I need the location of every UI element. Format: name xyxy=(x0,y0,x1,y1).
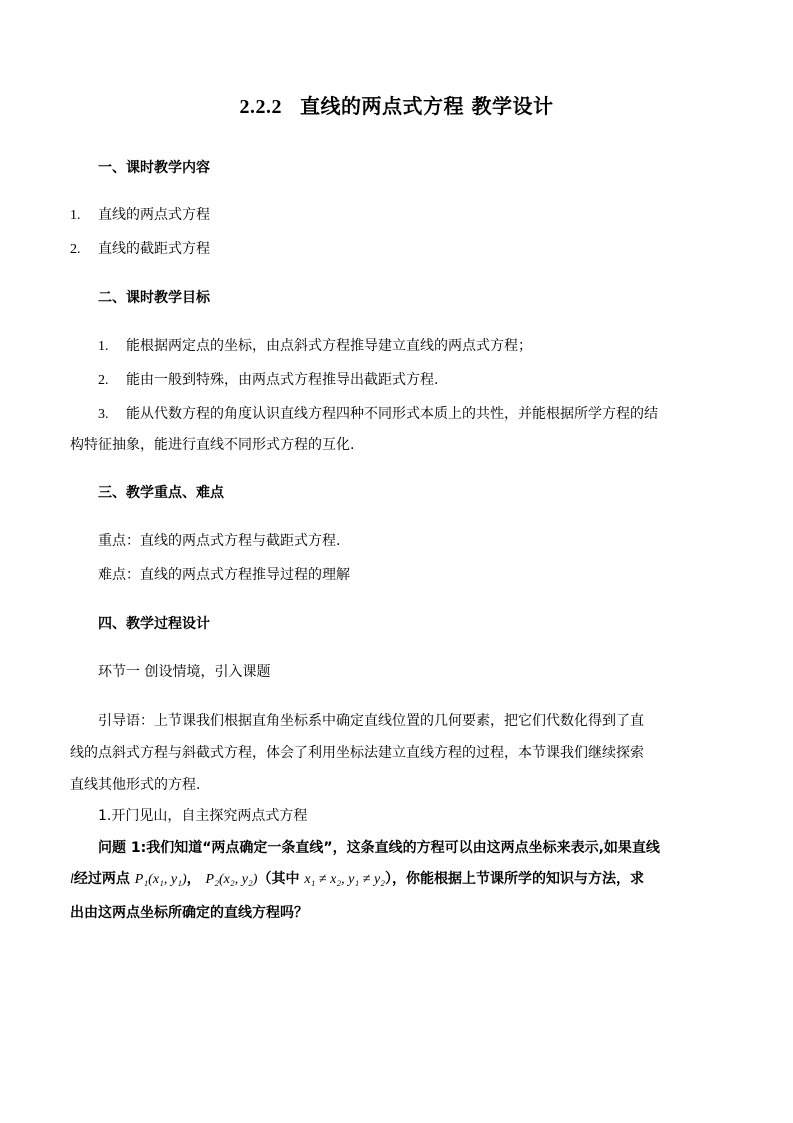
question-separator: ， xyxy=(186,871,201,887)
goal-item-3 xyxy=(98,403,658,423)
section-4-heading: 四、教学过程设计 xyxy=(98,616,210,632)
content-item-1-number: 1. xyxy=(70,208,81,223)
question-pass-text: 经过两点 xyxy=(73,871,130,887)
question-condition-close: ），你能根据上节课所学的知识与方法，求 xyxy=(385,871,645,887)
document-title xyxy=(0,90,793,119)
question-1-line-3: 出由这两点坐标所确定的直线方程吗？ xyxy=(70,905,308,921)
stage-1 xyxy=(98,661,270,681)
goal-item-1 xyxy=(98,335,532,355)
title-text: 直线的两点式方程 教学设计 xyxy=(300,94,554,118)
condition-expression: x₁ ≠ x₂, y₁ ≠ y₂ xyxy=(304,872,386,887)
goal-item-2 xyxy=(98,369,438,389)
section-1-heading: 一、课时教学内容 xyxy=(98,160,210,176)
intro-line-1: 引导语：上节课我们根据直角坐标系中确定直线位置的几何要素，把它们代数化得到了直 xyxy=(98,713,644,729)
goal-item-3-continued: 构特征抽象，能进行直线不同形式方程的互化. xyxy=(70,437,355,453)
intro-line-2: 线的点斜式方程与斜截式方程，体会了利用坐标法建立直线方程的过程，本节课我们继续探索 xyxy=(70,745,644,761)
point-p1: P₁(x₁, y₁) xyxy=(134,872,187,887)
content-item-1 xyxy=(70,204,210,224)
goal-item-3-text: 能从代数方程的角度认识直线方程四种不同形式本质上的共性，并能根据所学方程的结 xyxy=(126,406,658,422)
point-p2: P₂(x₂, y₂) xyxy=(205,872,258,887)
content-item-2 xyxy=(70,238,210,258)
difficult-point: 难点：直线的两点式方程推导过程的理解 xyxy=(98,567,350,583)
stage-1-title: 创设情境，引入课题 xyxy=(144,664,271,680)
content-item-2-text: 直线的截距式方程 xyxy=(98,241,210,257)
goal-item-1-text: 能根据两定点的坐标，由点斜式方程推导建立直线的两点式方程； xyxy=(126,338,532,354)
question-condition-open: （其中 xyxy=(257,871,300,887)
section-2-heading: 二、课时教学目标 xyxy=(98,290,210,306)
goal-item-3-number: 3. xyxy=(98,407,109,422)
goal-item-2-text: 能由一般到特殊，由两点式方程推导出截距式方程. xyxy=(126,372,439,388)
content-item-2-number: 2. xyxy=(70,242,81,257)
key-point: 重点：直线的两点式方程与截距式方程. xyxy=(98,533,341,549)
line-symbol-l: l xyxy=(70,872,74,887)
title-number: 2.2.2 xyxy=(239,96,283,118)
stage-1-label: 环节一 xyxy=(98,664,140,680)
intro-line-3: 直线其他形式的方程. xyxy=(70,777,201,793)
goal-item-1-number: 1. xyxy=(98,339,109,354)
content-item-1-text: 直线的两点式方程 xyxy=(98,207,210,223)
question-1-line-1: 问题 1:我们知道“两点确定一条直线”，这条直线的方程可以由这两点坐标来表示,如果直线 xyxy=(98,840,660,856)
section-3-heading: 三、教学重点、难点 xyxy=(98,485,224,501)
question-1-line-2 xyxy=(70,868,644,888)
sub-heading-1: 1.开门见山，自主探究两点式方程 xyxy=(98,808,308,824)
goal-item-2-number: 2. xyxy=(98,373,109,388)
